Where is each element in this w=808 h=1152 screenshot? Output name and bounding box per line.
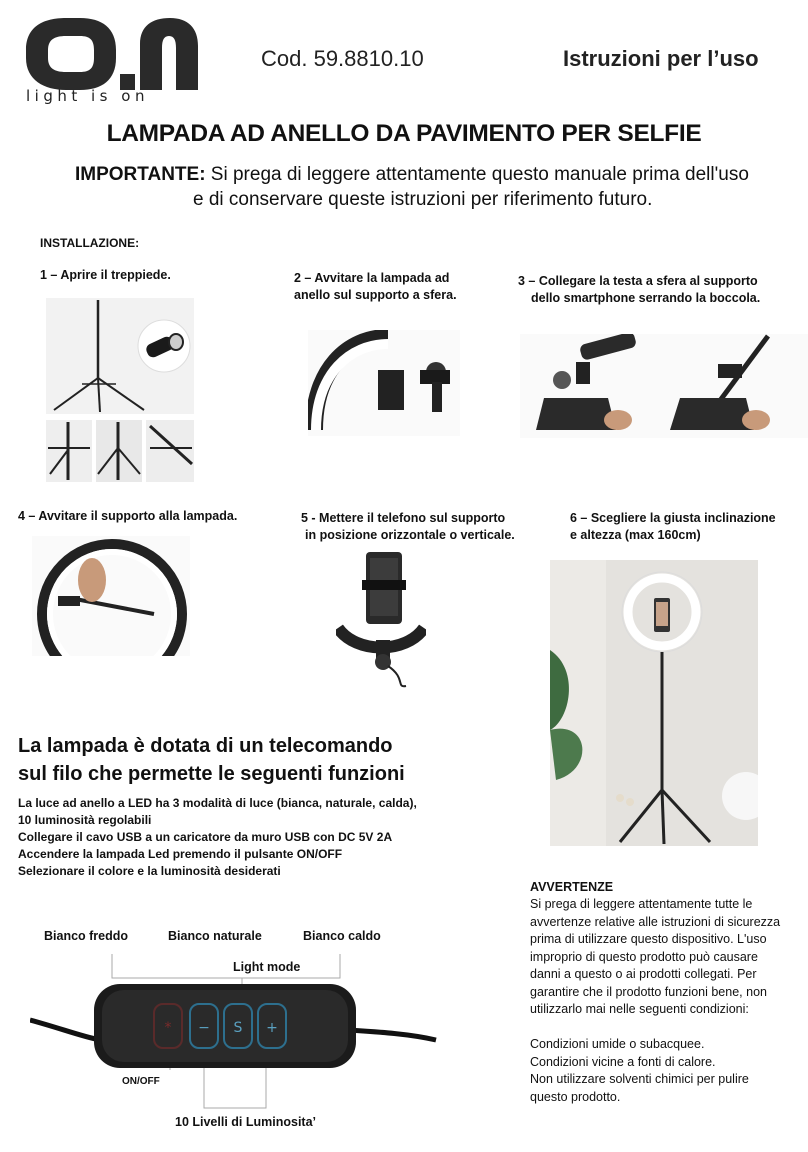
product-code: Cod. 59.8810.10: [261, 46, 424, 71]
step-1-label: 1 – Aprire il treppiede.: [40, 268, 171, 282]
logo-tagline: light is on: [26, 87, 149, 105]
svg-text:−: −: [198, 1020, 210, 1036]
label-natural-white: Bianco naturale: [168, 929, 262, 943]
label-light-mode: Light mode: [233, 960, 301, 974]
feature-5: Selezionare il colore e la luminosità desiderati: [18, 864, 281, 878]
feature-4: Accendere la lampada Led premendo il pulsante ON/OFF: [18, 847, 343, 861]
step-4-label: 4 – Avvitare il supporto alla lampada.: [18, 509, 238, 523]
installation-heading: INSTALLAZIONE:: [40, 236, 140, 250]
warning-text: Si prega di leggere attentamente tutte le avvertenze relative alle istruzioni di sicurezza prima di utilizzare questo dispositivo. L'uso improprio di questo prodotto può causare danni a questo o ai prodotti collegati. Per garantire che il prodotto funzioni bene, non utilizzarlo mai nelle seguenti condizioni: Condizioni umide o subacquee. Condizioni vicine a fonti di calore. Non utilizzare solventi chimici per pulire questo prodotto.: [530, 897, 781, 1104]
important-line-1: [75, 164, 749, 186]
label-warm-white: Bianco caldo: [303, 929, 381, 943]
important-line-2: e di conservare queste istruzioni per riferimento futuro.: [193, 189, 653, 210]
phone-holder-image: [336, 550, 426, 690]
step-6-label: 6 – Scegliere la giusta inclinazione e altezza (max 160cm): [570, 511, 776, 542]
label-on-off: ON/OFF: [122, 1076, 160, 1087]
warning-heading: AVVERTENZE: [530, 880, 614, 894]
step-2-label: 2 – Avvitare la lampada ad anello sul supporto a sfera.: [294, 271, 457, 302]
floor-ring-light-image: [550, 560, 758, 846]
step-5-label: 5 - Mettere il telefono sul supporto in posizione orizzontale o verticale.: [301, 511, 515, 542]
step-3-label: 3 – Collegare la testa a sfera al supporto dello smartphone serrando la boccola.: [518, 274, 761, 305]
instructions-label: Istruzioni per l’uso: [563, 46, 759, 71]
important-label: IMPORTANTE:: [75, 164, 206, 185]
svg-text:*: *: [164, 1020, 172, 1036]
remote-heading: La lampada è dotata di un telecomando sul filo che permette le seguenti funzioni: [18, 735, 405, 785]
feature-3: Collegare il cavo USB a un caricatore da muro USB con DC 5V 2A: [18, 830, 393, 844]
remote-features: [18, 795, 417, 880]
feature-1: La luce ad anello a LED ha 3 modalità di luce (bianca, naturale, calda),: [18, 796, 417, 810]
important-text-1: Si prega di leggere attentamente questo manuale prima dell'uso: [205, 164, 749, 185]
ring-holder-image: [32, 536, 190, 656]
tripod-image: [46, 298, 194, 484]
remote-control-image: [30, 948, 440, 1124]
label-brightness-levels: 10 Livelli di Luminosita’: [175, 1115, 317, 1129]
ball-head-phone-holder-image: [520, 334, 808, 438]
feature-2: 10 luminosità regolabili: [18, 813, 152, 827]
svg-text:+: +: [266, 1020, 278, 1036]
page-title: LAMPADA AD ANELLO DA PAVIMENTO PER SELFIE: [106, 120, 702, 147]
ring-ball-image: [308, 330, 460, 436]
label-cold-white: Bianco freddo: [44, 929, 129, 943]
svg-text:S: S: [233, 1020, 243, 1036]
